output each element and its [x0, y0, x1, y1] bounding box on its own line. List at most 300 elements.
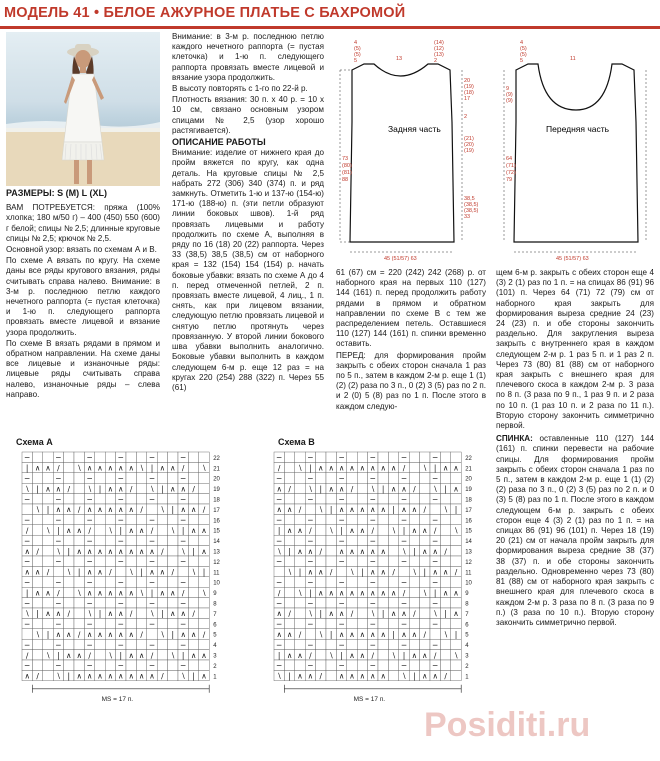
chart-b-symbol: ∧: [328, 588, 334, 598]
back-top-3: (5): [354, 52, 361, 58]
chart-b-cell: [409, 577, 419, 587]
chart-b-symbol: ∧: [370, 630, 376, 639]
chart-b-symbol: |: [298, 567, 302, 577]
chart-a-symbol: −: [55, 515, 62, 525]
header-rule: [0, 26, 660, 29]
front-side-4: 79: [506, 177, 513, 183]
chart-a-cell: [188, 587, 198, 597]
chart-a-symbol: ∖: [66, 567, 72, 577]
chart-a-symbol: ∖: [149, 609, 155, 619]
chart-a-symbol: |: [171, 630, 175, 639]
chart-a-cell: [64, 452, 74, 462]
chart-b-cell: [326, 670, 336, 680]
chart-a-symbol: ∧: [107, 588, 114, 598]
chart-a-cell: [74, 494, 84, 504]
chart-b-symbol: ∖: [349, 567, 355, 577]
chart-a-cell: [105, 639, 115, 649]
chart-a-symbol: ∕: [57, 463, 60, 473]
chart-a-cell: [43, 577, 53, 587]
chart-a-symbol: ∖: [180, 546, 186, 556]
chart-a-cell: [168, 670, 178, 680]
chart-a-symbol: −: [86, 619, 93, 629]
chart-a-cell: [43, 494, 53, 504]
work-title: ОПИСАНИЕ РАБОТЫ: [172, 137, 266, 148]
chart-b-symbol: ∧: [401, 505, 407, 515]
left-column: [6, 188, 160, 401]
chart-a-symbol: ∖: [35, 505, 40, 515]
chart-a-row-label: 5: [213, 632, 217, 639]
chart-b-symbol: ∕: [444, 671, 447, 681]
chart-a-row-label: 21: [213, 466, 220, 473]
chart-b-cell: [388, 494, 398, 504]
chart-b-symbol: ∖: [276, 546, 282, 556]
chart-b-symbol: ∧: [297, 650, 303, 660]
chart-a-symbol: |: [192, 546, 195, 556]
chart-b-cell: [378, 577, 388, 587]
chart-b-symbol: −: [369, 578, 376, 587]
chart-b-symbol: ∖: [276, 671, 282, 681]
chart-b-symbol: |: [454, 505, 458, 515]
chart-b-symbol: −: [369, 598, 376, 608]
chart-a-symbol: ∧: [55, 630, 62, 639]
chart-b-symbol: ∖: [318, 505, 324, 515]
chart-a-symbol: |: [46, 505, 50, 515]
chart-a-cell: [157, 473, 167, 483]
chart-b-symbol: ∧: [370, 463, 376, 473]
chart-b-symbol: ∧: [276, 609, 282, 619]
chart-b-cell: [430, 504, 440, 514]
chart-a-symbol: −: [86, 578, 93, 587]
chart-a-symbol: −: [148, 474, 156, 483]
chart-a-cell: [136, 473, 146, 483]
chart-a-symbol: |: [119, 650, 123, 660]
chart-a-symbol: ∧: [107, 546, 114, 556]
chart-b-symbol: −: [432, 661, 439, 671]
chart-b-symbol: ∕: [350, 609, 354, 619]
chart-a-symbol: ∧: [118, 484, 124, 494]
chart-a-cell: [64, 618, 74, 628]
chart-b-symbol: −: [400, 598, 408, 608]
chart-b-cell: [388, 670, 398, 680]
chart-a-cell: [64, 462, 74, 472]
chart-a-symbol: −: [86, 598, 93, 608]
chart-a-cell: [199, 556, 209, 566]
chart-b-cell: [440, 577, 450, 587]
chart-b-cell: [409, 494, 419, 504]
chart-b-symbol: −: [276, 578, 283, 587]
chart-b-symbol: ∧: [338, 505, 345, 515]
chart-b-cell: [316, 618, 326, 628]
chart-b-symbol: ∕: [413, 609, 416, 619]
back-side-4: 88: [342, 177, 349, 183]
chart-b-cell: [284, 514, 294, 524]
chart-b-symbol: ∧: [359, 650, 366, 660]
back-right-7: (20): [464, 142, 474, 148]
front-top-4: 5: [520, 58, 524, 64]
chart-a-cell: [43, 639, 53, 649]
chart-b-cell: [409, 587, 419, 597]
chart-b-symbol: ∕: [298, 630, 302, 639]
chart-a-cell: [136, 660, 146, 670]
chart-a-symbol: ∖: [24, 609, 30, 619]
chart-b-symbol: ∧: [432, 671, 438, 681]
chart-a-cell: [157, 577, 167, 587]
chart-b-cell: [357, 660, 367, 670]
chart-a-symbol: ∧: [118, 588, 124, 598]
chart-a-symbol: −: [55, 619, 62, 629]
watermark: [420, 700, 658, 746]
chart-a-cell: [95, 494, 105, 504]
chart-b-symbol: −: [432, 578, 439, 587]
chart-b-symbol: ∧: [370, 505, 376, 515]
chart-a-row-label: 1: [213, 674, 217, 681]
chart-a-row-label: 14: [213, 539, 220, 546]
chart-b-symbol: ∖: [453, 526, 459, 535]
chart-a-symbol: −: [24, 578, 31, 587]
chart-b-symbol: ∖: [370, 609, 376, 619]
chart-a-cell: [74, 618, 84, 628]
chart-a-cell: [168, 618, 178, 628]
chart-b-symbol: ∧: [432, 546, 438, 556]
chart-b-cell: [316, 556, 326, 566]
chart-b-cell: [316, 577, 326, 587]
chart-a-cell: [188, 473, 198, 483]
chart-a-cell: [147, 504, 157, 514]
back-label: Задняя часть: [388, 124, 441, 134]
chart-a-symbol: ∧: [138, 546, 145, 556]
chart-a-row-label: 15: [213, 528, 220, 535]
chart-a-cell: [74, 608, 84, 618]
chart-b-symbol: ∕: [350, 484, 354, 494]
chart-a-symbol: |: [36, 484, 39, 494]
back-top-4: 5: [354, 58, 358, 64]
chart-a-cell: [126, 535, 136, 545]
chart-a-cell: [126, 598, 136, 608]
chart-a-cell: [64, 639, 74, 649]
chart-a-cell: [64, 660, 74, 670]
chart-a-symbol: −: [117, 536, 124, 546]
chart-a-cell: [95, 473, 105, 483]
chart-a-symbol: ∧: [107, 609, 114, 619]
chart-b-symbol: −: [307, 494, 314, 504]
chart-a-cell: [126, 452, 136, 462]
chart-b-symbol: ∖: [432, 609, 438, 619]
chart-b-symbol: ∕: [413, 484, 416, 494]
chart-b-cell: [357, 639, 367, 649]
chart-a-symbol: ∧: [34, 588, 41, 598]
chart-b-symbol: ∧: [453, 609, 459, 619]
chart-b-symbol: −: [369, 557, 376, 567]
chart-b-symbol: −: [276, 640, 283, 650]
chart-b-row-label: 9: [465, 591, 469, 598]
chart-b-cell: [440, 525, 450, 535]
chart-a-cell: [188, 577, 198, 587]
chart-b-row-label: 12: [465, 559, 472, 566]
chart-a-symbol: ∕: [181, 588, 185, 598]
chart-a-symbol: −: [86, 661, 93, 671]
chart-b-symbol: |: [288, 671, 291, 681]
chart-b-symbol: −: [338, 474, 345, 483]
chart-a-symbol: ∖: [201, 588, 207, 598]
chart-b-row-label: 14: [465, 539, 472, 546]
chart-a-symbol: ∕: [77, 630, 81, 639]
chart-a-symbol: ∖: [76, 588, 82, 598]
chart-b-symbol: ∖: [328, 526, 334, 535]
front-top-1: 4: [520, 40, 524, 46]
chart-a-symbol: ∖: [76, 463, 82, 473]
chart-b-symbol: −: [432, 598, 439, 608]
chart-a-cell: [188, 556, 198, 566]
chart-a-cell: [168, 598, 178, 608]
chart-a-symbol: |: [67, 546, 71, 556]
chart-a-cell: [199, 452, 209, 462]
chart-b-row-label: 16: [465, 518, 472, 525]
chart-a-symbol: ∧: [138, 671, 145, 681]
chart-b-symbol: ∧: [349, 463, 355, 473]
chart-b-cell: [440, 598, 450, 608]
chart-a-symbol: ∧: [190, 630, 197, 639]
chart-b-symbol: ∧: [338, 609, 345, 619]
chart-b-cell: [409, 660, 419, 670]
chart-a-symbol: ∧: [159, 588, 166, 598]
chart-b-cell: [378, 473, 388, 483]
chart-a-symbol: ∖: [139, 463, 144, 473]
chart-b-row-label: 19: [465, 487, 472, 494]
chart-a-cell: [168, 577, 178, 587]
chart-b-cell: [388, 639, 398, 649]
front-side-6: (9): [506, 92, 513, 98]
chart-a-cell: [32, 452, 42, 462]
chart-b-symbol: ∧: [422, 650, 428, 660]
chart-a-cell: [126, 473, 136, 483]
chart-b-cell: [388, 535, 398, 545]
chart-a-symbol: −: [117, 661, 124, 671]
chart-b-cell: [451, 598, 461, 608]
chart-b-symbol: ∕: [319, 546, 323, 556]
chart-a-cell: [32, 660, 42, 670]
chart-a-cell: [199, 577, 209, 587]
chart-b-cell: [409, 598, 419, 608]
chart-b-symbol: ∧: [338, 463, 345, 473]
chart-a-cell: [188, 598, 198, 608]
chart-b-symbol: ∧: [432, 567, 438, 577]
chart-a-symbol: ∧: [86, 505, 93, 515]
chart-a-cell: [105, 618, 115, 628]
chart-a-symbol: −: [180, 619, 187, 629]
chart-b-symbol: −: [276, 536, 283, 546]
chart-a-symbol: −: [55, 557, 62, 567]
chart-a-cell: [188, 462, 198, 472]
chart-a-cell: [32, 618, 42, 628]
chart-b-cell: [284, 535, 294, 545]
chart-b-symbol: −: [369, 661, 376, 671]
chart-a-symbol: −: [148, 557, 156, 567]
front-label: Передняя часть: [546, 124, 610, 134]
chart-a-cell: [74, 660, 84, 670]
chart-a-cell: [43, 452, 53, 462]
chart-a-symbol: ∧: [128, 671, 134, 681]
chart-b-symbol: ∧: [328, 484, 334, 494]
chart-b-cell: [420, 473, 430, 483]
chart-a-symbol: ∕: [181, 463, 185, 473]
chart-b-cell: [420, 535, 430, 545]
chart-b-symbol: ∖: [412, 567, 417, 577]
chart-b-cell: [316, 514, 326, 524]
chart-a-cell: [74, 577, 84, 587]
chart-b-row-label: 5: [465, 632, 469, 639]
chart-a-symbol: ∧: [97, 630, 103, 639]
chart-b-symbol: ∧: [370, 588, 376, 598]
chart-b-symbol: ∖: [297, 463, 303, 473]
chart-b-symbol: −: [432, 453, 439, 463]
chart-a-symbol: ∧: [34, 567, 41, 577]
chart-a-symbol: −: [55, 474, 62, 483]
chart-a-row-label: 11: [213, 570, 220, 577]
chart-b-symbol: |: [402, 526, 406, 535]
chart-a-symbol: |: [181, 526, 185, 535]
chart-b-cell: [378, 639, 388, 649]
chart-b-symbol: ∧: [380, 505, 386, 515]
chart-a-symbol: |: [46, 630, 50, 639]
chart-a-symbol: ∧: [190, 650, 197, 660]
chart-a-svg: [10, 450, 242, 756]
chart-b-cell: [316, 660, 326, 670]
chart-a-cell: [32, 556, 42, 566]
chart-b-cell: [451, 577, 461, 587]
chart-a-symbol: −: [148, 598, 156, 608]
chart-a-cell: [32, 473, 42, 483]
chart-a-cell: [188, 618, 198, 628]
front-top-2: (5): [520, 46, 527, 52]
chart-b-cell: [409, 556, 419, 566]
chart-b-symbol: −: [400, 515, 408, 525]
chart-b-symbol: ∧: [276, 630, 282, 639]
chart-b-cell: [284, 598, 294, 608]
chart-b-cell: [420, 494, 430, 504]
chart-a-rapport-label: MS = 17 п.: [101, 695, 134, 703]
chart-b-cell: [451, 660, 461, 670]
chart-a-symbol: ∧: [201, 650, 207, 660]
back-top-14: (14): [434, 40, 444, 46]
chart-b-cell: [295, 639, 305, 649]
column-four: [496, 268, 654, 629]
chart-b-cell: [347, 514, 357, 524]
chart-b-symbol: ∕: [277, 588, 281, 598]
chart-b-symbol: ∧: [380, 463, 386, 473]
chart-b-cell: [378, 525, 388, 535]
schematic-svg: [330, 30, 658, 266]
chart-b-symbol: −: [338, 578, 345, 587]
chart-a-symbol: ∕: [192, 484, 195, 494]
chart-a-symbol: |: [140, 567, 143, 577]
chart-a-symbol: −: [86, 640, 93, 650]
chart-a-cell: [157, 598, 167, 608]
back-title: СПИНКА:: [496, 434, 533, 444]
chart-b-cell: [388, 577, 398, 587]
chart-a-symbol: ∧: [55, 505, 62, 515]
chart-a-cell: [136, 535, 146, 545]
sizes: РАЗМЕРЫ: S (M) L (XL): [6, 188, 107, 198]
chart-b-symbol: |: [329, 505, 333, 515]
chart-b-symbol: ∕: [288, 609, 291, 619]
chart-a-symbol: ∖: [45, 526, 51, 535]
chart-a-cell: [199, 598, 209, 608]
chart-a-cell: [136, 556, 146, 566]
chart-a-symbol: ∧: [97, 671, 103, 681]
chart-b-symbol: ∧: [411, 505, 418, 515]
chart-a-symbol: −: [24, 494, 31, 504]
chart-a-cell: [168, 473, 178, 483]
chart-b-symbol: ∕: [309, 650, 312, 660]
chart-a-symbol: ∖: [56, 671, 61, 681]
chart-a-symbol: ∧: [107, 505, 114, 515]
chart-a-row-label: 7: [213, 611, 217, 618]
chart-a-symbol: ∧: [97, 567, 103, 577]
chart-b-symbol: ∖: [370, 484, 376, 494]
chart-b-symbol: ∧: [401, 484, 407, 494]
back-right-1: 20: [464, 78, 471, 84]
back-right-8: (19): [464, 148, 474, 154]
column-three: [336, 268, 486, 413]
chart-a-symbol: ∖: [87, 484, 92, 494]
chart-a-symbol: ∧: [97, 588, 103, 598]
chart-a-cell: [74, 473, 84, 483]
chart-b-cell: [378, 514, 388, 524]
chart-a-symbol: ∖: [149, 484, 155, 494]
chart-b-row-label: 10: [465, 580, 472, 587]
chart-a-symbol: |: [67, 671, 71, 681]
chart-a-symbol: ∧: [97, 505, 103, 515]
chart-b-cell: [284, 452, 294, 462]
chart-a-cell: [105, 598, 115, 608]
chart-a-cell: [168, 535, 178, 545]
chart-b-cell: [284, 577, 294, 587]
chart-a-symbol: ∧: [107, 484, 114, 494]
back-top-13b: (13): [434, 52, 444, 58]
chart-b-symbol: −: [400, 619, 408, 629]
chart-a-symbol: ∧: [76, 650, 82, 660]
chart-b-symbol: ∧: [453, 588, 459, 598]
chart-b-symbol: ∕: [371, 650, 375, 660]
chart-b-symbol: −: [369, 494, 376, 504]
chart-a-cell: [43, 618, 53, 628]
chart-a-symbol: ∧: [66, 526, 72, 535]
chart-b-cell: [274, 566, 284, 576]
chart-a-cell: [157, 514, 167, 524]
chart-b-row-label: 17: [465, 507, 472, 514]
chart-a-symbol: ∕: [25, 650, 29, 660]
chart-b-cell: [440, 556, 450, 566]
chart-b-cell: [420, 660, 430, 670]
chart-b-cell: [378, 556, 388, 566]
chart-b-cell: [440, 473, 450, 483]
chart-b-symbol: ∧: [307, 671, 314, 681]
chart-b-symbol: ∧: [359, 671, 366, 681]
chart-a-cell: [136, 639, 146, 649]
chart-a-symbol: ∕: [46, 567, 50, 577]
chart-b-symbol: ∕: [309, 526, 312, 535]
chart-a-cell: [43, 598, 53, 608]
chart-b-cell: [347, 535, 357, 545]
chart-b-cell: [326, 452, 336, 462]
chart-a-symbol: ∧: [107, 630, 114, 639]
chart-a-symbol: −: [148, 494, 156, 504]
chart-b-cell: [295, 452, 305, 462]
chart-b-cell: [440, 618, 450, 628]
chart-b-symbol: |: [392, 630, 395, 639]
chart-b-cell: [284, 639, 294, 649]
chart-a-cell: [43, 670, 53, 680]
